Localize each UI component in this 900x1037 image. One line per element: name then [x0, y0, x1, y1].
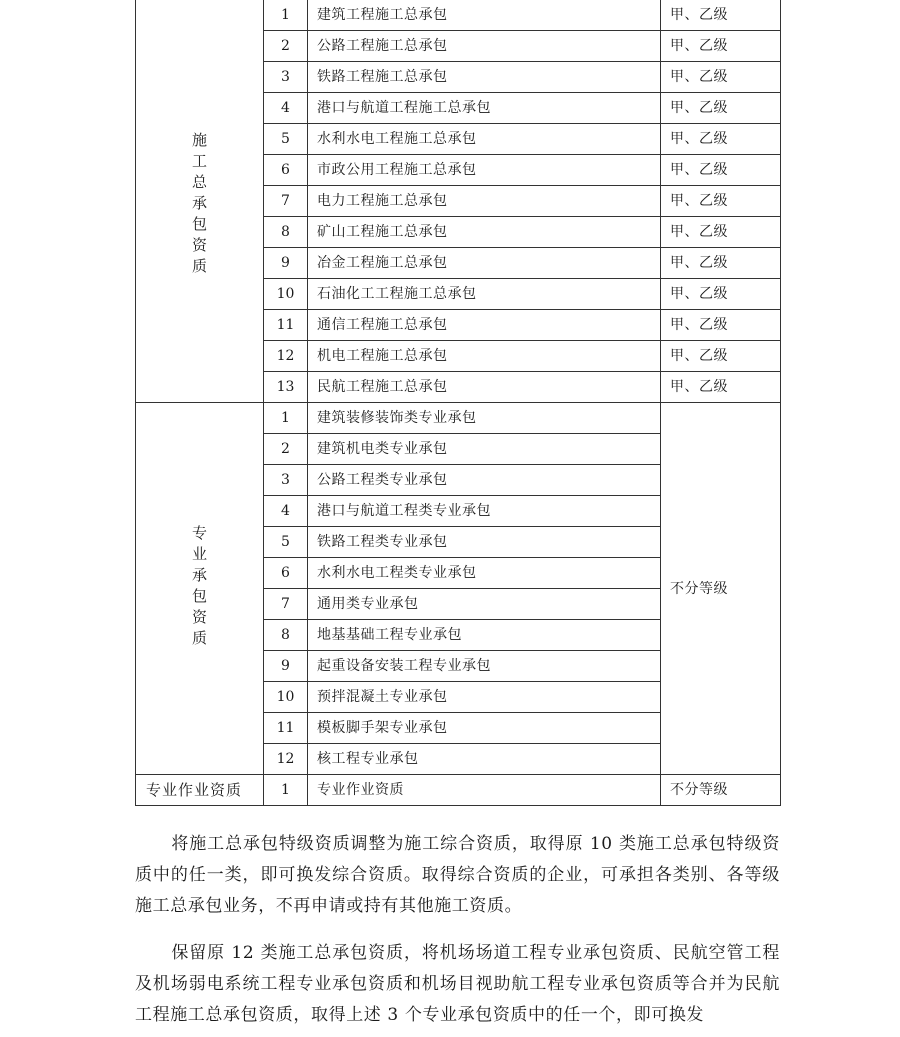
item-name: 专业作业资质: [308, 775, 661, 806]
item-name: 预拌混凝土专业承包: [308, 682, 661, 713]
category-specialty-work: 专业作业资质: [136, 775, 264, 806]
item-name: 电力工程施工总承包: [308, 186, 661, 217]
item-name: 铁路工程施工总承包: [308, 62, 661, 93]
item-name: 公路工程类专业承包: [308, 465, 661, 496]
item-name: 通信工程施工总承包: [308, 310, 661, 341]
item-number: 8: [264, 620, 308, 651]
table-row: [136, 775, 781, 806]
item-grade: 甲、乙级: [661, 310, 781, 341]
table-row: [136, 0, 781, 31]
item-number: 10: [264, 682, 308, 713]
item-grade: 甲、乙级: [661, 62, 781, 93]
item-number: 1: [264, 775, 308, 806]
item-name: 港口与航道工程施工总承包: [308, 93, 661, 124]
item-number: 5: [264, 527, 308, 558]
item-number: 12: [264, 744, 308, 775]
item-number: 1: [264, 0, 308, 31]
item-grade: 甲、乙级: [661, 279, 781, 310]
item-grade: 甲、乙级: [661, 372, 781, 403]
item-grade: 甲、乙级: [661, 31, 781, 62]
category-specialty-contracting: [136, 403, 264, 775]
paragraph-1: [135, 829, 780, 922]
item-name: 建筑机电类专业承包: [308, 434, 661, 465]
item-number: 4: [264, 496, 308, 527]
paragraph-2-text: 保留原 12 类施工总承包资质，将机场场道工程专业承包资质、民航空管工程及机场弱电系统工程专业承包资质和机场目视助航工程专业承包资质等合并为民航工程施工总承包资质，取得上述 3 个专业承包资质中的任一个，即可换发: [135, 943, 780, 1025]
item-number: 2: [264, 434, 308, 465]
item-name: 模板脚手架专业承包: [308, 713, 661, 744]
item-number: 7: [264, 186, 308, 217]
item-name: 水利水电工程类专业承包: [308, 558, 661, 589]
item-name: 通用类专业承包: [308, 589, 661, 620]
item-number: 12: [264, 341, 308, 372]
item-grade: 甲、乙级: [661, 155, 781, 186]
item-number: 13: [264, 372, 308, 403]
item-grade: 甲、乙级: [661, 0, 781, 31]
item-name: 民航工程施工总承包: [308, 372, 661, 403]
item-name: 起重设备安装工程专业承包: [308, 651, 661, 682]
item-grade: 不分等级: [661, 403, 781, 775]
item-grade: 甲、乙级: [661, 124, 781, 155]
item-name: 铁路工程类专业承包: [308, 527, 661, 558]
item-name: 核工程专业承包: [308, 744, 661, 775]
qualification-table-body: [136, 0, 781, 806]
item-grade: 甲、乙级: [661, 248, 781, 279]
item-grade: 甲、乙级: [661, 217, 781, 248]
item-name: 港口与航道工程类专业承包: [308, 496, 661, 527]
item-number: 10: [264, 279, 308, 310]
category-label: 施工总承包资质: [191, 131, 207, 275]
item-number: 3: [264, 62, 308, 93]
item-grade: 不分等级: [661, 775, 781, 806]
item-number: 9: [264, 248, 308, 279]
item-number: 11: [264, 310, 308, 341]
item-number: 3: [264, 465, 308, 496]
item-name: 建筑工程施工总承包: [308, 0, 661, 31]
category-label: 专业承包资质: [191, 524, 207, 647]
item-number: 7: [264, 589, 308, 620]
item-number: 6: [264, 155, 308, 186]
paragraph-1-text: 将施工总承包特级资质调整为施工综合资质，取得原 10 类施工总承包特级资质中的任一类，即可换发综合资质。取得综合资质的企业，可承担各类别、各等级施工总承包业务，不再申请或持有其他施工资质。: [135, 834, 780, 916]
item-number: 5: [264, 124, 308, 155]
category-general-contracting: [136, 0, 264, 403]
item-grade: 甲、乙级: [661, 341, 781, 372]
item-number: 4: [264, 93, 308, 124]
item-number: 8: [264, 217, 308, 248]
item-number: 6: [264, 558, 308, 589]
item-number: 2: [264, 31, 308, 62]
item-number: 1: [264, 403, 308, 434]
paragraph-2: [135, 938, 780, 1031]
qualification-table: [135, 0, 781, 806]
table-row: [136, 403, 781, 434]
item-name: 市政公用工程施工总承包: [308, 155, 661, 186]
item-name: 地基基础工程专业承包: [308, 620, 661, 651]
item-grade: 甲、乙级: [661, 186, 781, 217]
item-name: 水利水电工程施工总承包: [308, 124, 661, 155]
item-name: 石油化工工程施工总承包: [308, 279, 661, 310]
item-name: 公路工程施工总承包: [308, 31, 661, 62]
item-name: 建筑装修装饰类专业承包: [308, 403, 661, 434]
item-number: 9: [264, 651, 308, 682]
item-name: 机电工程施工总承包: [308, 341, 661, 372]
item-name: 矿山工程施工总承包: [308, 217, 661, 248]
item-name: 冶金工程施工总承包: [308, 248, 661, 279]
item-number: 11: [264, 713, 308, 744]
item-grade: 甲、乙级: [661, 93, 781, 124]
